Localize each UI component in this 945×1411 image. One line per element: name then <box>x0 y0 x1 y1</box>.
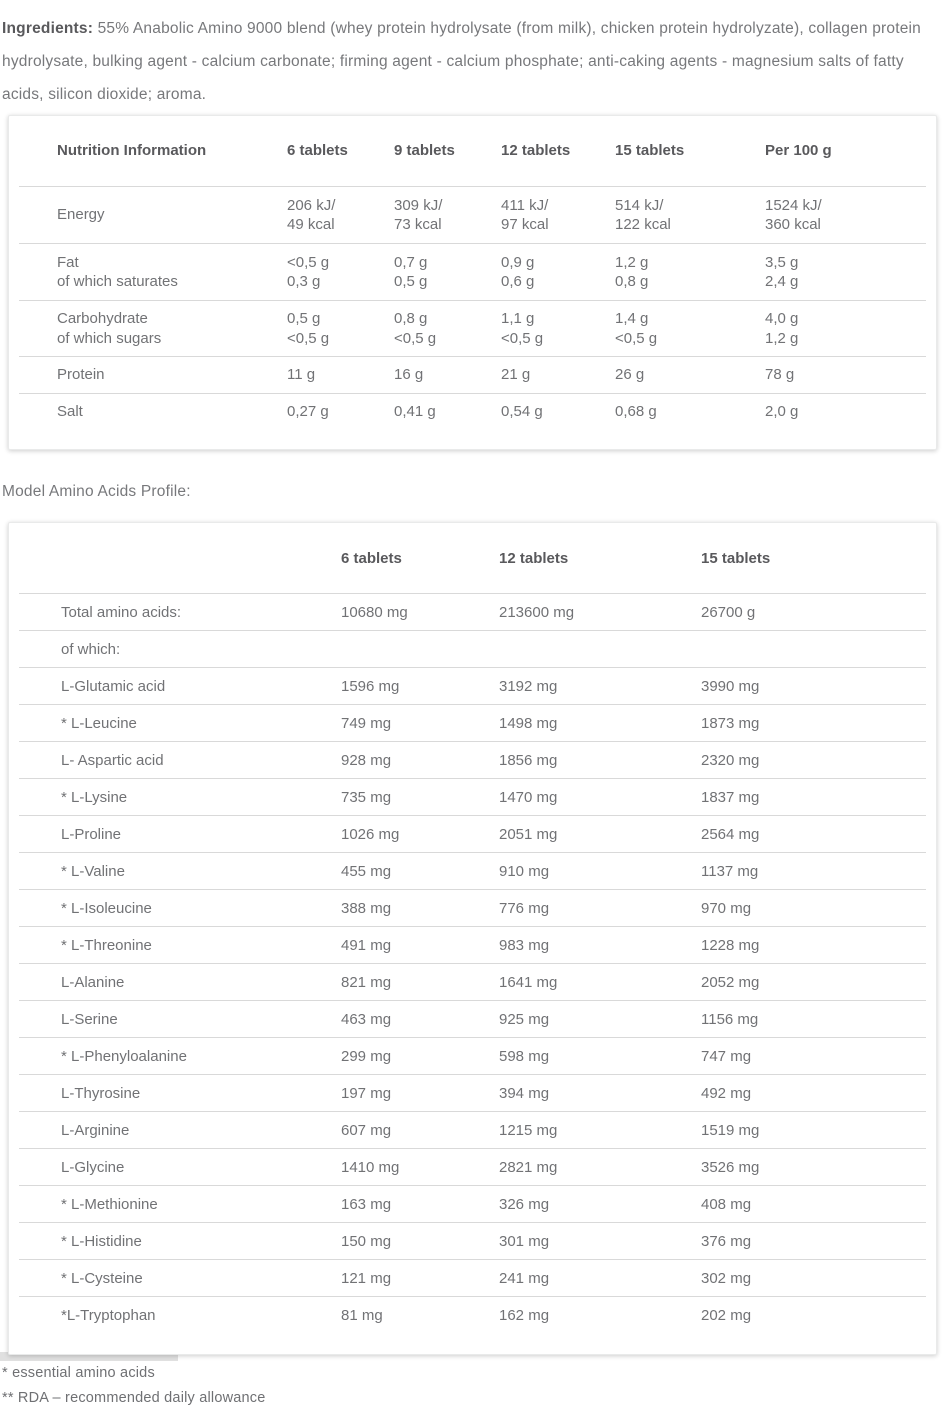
value-cell-line: 1498 mg <box>499 714 558 732</box>
value-cell <box>501 365 615 385</box>
value-cell <box>499 1011 701 1028</box>
value-cell-line: 1519 mg <box>701 1121 760 1139</box>
value-cell <box>499 1122 701 1139</box>
value-cell <box>701 678 936 695</box>
value-cell-line: 73 kcal <box>394 216 442 233</box>
table-row <box>9 394 936 430</box>
value-cell-line: 970 mg <box>701 899 752 917</box>
value-cell-line: 326 mg <box>499 1195 550 1213</box>
row-label-line: of which: <box>61 640 121 658</box>
value-cell-line: 16 g <box>394 366 424 384</box>
footnote-rda: ** RDA – recommended daily allowance <box>2 1390 266 1406</box>
value-cell <box>341 900 499 917</box>
row-label <box>61 789 341 806</box>
table-row <box>9 1075 936 1111</box>
value-cell-line: 0,54 g <box>501 403 543 421</box>
value-cell <box>615 253 765 292</box>
value-cell <box>287 309 394 348</box>
value-cell <box>499 826 701 843</box>
table-row <box>9 301 936 356</box>
value-cell-line: 121 mg <box>341 1269 392 1287</box>
footnote-essential: * essential amino acids <box>2 1365 155 1381</box>
ingredients-text: 55% Anabolic Amino 9000 blend (whey protein hydrolysate (from milk), chicken protein hydrolyzate), collagen protein hydrolysate, bulking agent - calcium carbonate; firming agent - calcium phosphate; anti-caking agents - magnesium salts of fatty acids, silicon dioxide; aroma. <box>2 19 922 103</box>
value-cell <box>499 789 701 806</box>
table-row <box>9 964 936 1000</box>
table-row <box>9 742 936 778</box>
value-cell <box>341 1085 499 1102</box>
row-label-line: * L-Leucine <box>61 714 137 732</box>
value-cell-line: 1524 kJ/ <box>765 196 822 214</box>
table-row <box>9 1112 936 1148</box>
table-row <box>9 1001 936 1037</box>
row-label <box>61 826 341 843</box>
table-row <box>9 631 936 667</box>
value-cell-line: 411 kJ/ <box>501 196 549 214</box>
value-cell-line: 1641 mg <box>499 973 558 991</box>
column-header <box>394 142 501 160</box>
value-cell-line: 1410 mg <box>341 1158 400 1176</box>
column-header-line: 12 tablets <box>499 549 569 567</box>
value-cell-line: 0,41 g <box>394 403 436 421</box>
table-row <box>9 357 936 393</box>
value-cell <box>701 1196 936 1213</box>
row-label-line: * L-Threonine <box>61 936 152 954</box>
column-header <box>501 142 615 160</box>
row-label-line: * L-Phenyloalanine <box>61 1047 187 1065</box>
value-cell-line: 388 mg <box>341 899 392 917</box>
row-label-line: L-Glycine <box>61 1158 125 1176</box>
value-cell-line: 463 mg <box>341 1010 392 1028</box>
row-label-line: L-Alanine <box>61 973 125 991</box>
value-cell-line: 4,0 g <box>765 310 799 327</box>
amino-profile-title: Model Amino Acids Profile: <box>2 483 191 500</box>
value-cell-line: 3526 mg <box>701 1158 760 1176</box>
value-cell <box>701 789 936 806</box>
value-cell <box>765 365 936 385</box>
row-label <box>61 1233 341 1250</box>
value-cell <box>499 1270 701 1287</box>
value-cell <box>501 253 615 292</box>
value-cell-line: 309 kJ/ <box>394 196 443 214</box>
value-cell <box>341 937 499 954</box>
value-cell <box>341 604 499 621</box>
value-cell-line: 2,4 g <box>765 273 799 290</box>
value-cell <box>394 196 501 235</box>
row-label-line: Protein <box>57 366 105 384</box>
value-cell <box>394 365 501 385</box>
value-cell-line: 1873 mg <box>701 714 760 732</box>
value-cell-line: 301 mg <box>499 1232 550 1250</box>
table-row <box>9 816 936 852</box>
row-label <box>57 205 287 225</box>
column-header-line: 6 tablets <box>287 142 348 159</box>
table-row <box>9 1186 936 1222</box>
row-label <box>61 1048 341 1065</box>
row-label-line: * L-Lysine <box>61 788 128 806</box>
value-cell <box>499 715 701 732</box>
value-cell-line: 49 kcal <box>287 216 335 233</box>
row-label <box>61 900 341 917</box>
value-cell-line: 394 mg <box>499 1084 550 1102</box>
amino-acids-profile-table <box>8 522 937 1355</box>
value-cell <box>701 863 936 880</box>
value-cell <box>499 1159 701 1176</box>
table-row <box>9 1297 936 1333</box>
row-label-line: * L-Histidine <box>61 1232 142 1250</box>
value-cell-line: 122 kcal <box>615 216 671 233</box>
value-cell-line: <0,5 g <box>287 253 330 271</box>
value-cell <box>765 402 936 422</box>
row-label-line: L- Aspartic acid <box>61 751 164 769</box>
column-header-line: Nutrition Information <box>57 142 207 159</box>
row-label <box>61 752 341 769</box>
value-cell <box>765 309 936 348</box>
row-label-line: Energy <box>57 206 105 224</box>
value-cell-line: 910 mg <box>499 862 550 880</box>
value-cell <box>499 1196 701 1213</box>
row-label-line: * L-Methionine <box>61 1195 158 1213</box>
value-cell <box>501 309 615 348</box>
value-cell-line: 0,8 g <box>615 273 649 290</box>
value-cell <box>501 402 615 422</box>
value-cell-line: 492 mg <box>701 1084 752 1102</box>
table-row <box>9 1149 936 1185</box>
amino-header-row <box>9 523 936 593</box>
value-cell-line: 491 mg <box>341 936 392 954</box>
value-cell-line: 1228 mg <box>701 936 760 954</box>
value-cell <box>701 1048 936 1065</box>
value-cell-line: 10680 mg <box>341 603 408 621</box>
value-cell <box>499 1307 701 1324</box>
column-header-line: Per 100 g <box>765 142 832 159</box>
value-cell <box>341 1270 499 1287</box>
value-cell <box>394 402 501 422</box>
value-cell-line: 607 mg <box>341 1121 392 1139</box>
value-cell <box>499 1085 701 1102</box>
value-cell <box>701 937 936 954</box>
table-row <box>9 1038 936 1074</box>
value-cell <box>701 752 936 769</box>
table-row <box>9 244 936 300</box>
value-cell <box>341 1307 499 1324</box>
value-cell-line: 1,4 g <box>615 310 649 327</box>
value-cell <box>341 1122 499 1139</box>
value-cell-line: 735 mg <box>341 788 392 806</box>
value-cell-line: 514 kJ/ <box>615 196 664 214</box>
row-label <box>61 1011 341 1028</box>
value-cell <box>499 1233 701 1250</box>
column-header <box>287 142 394 160</box>
value-cell <box>701 1270 936 1287</box>
row-label-line: * L-Valine <box>61 862 125 880</box>
column-header <box>615 142 765 160</box>
value-cell-line: 0,27 g <box>287 403 329 421</box>
value-cell-line: 0,6 g <box>501 273 535 290</box>
value-cell <box>341 974 499 991</box>
row-label-line: L-Glutamic acid <box>61 677 166 695</box>
value-cell <box>341 789 499 806</box>
value-cell <box>394 253 501 292</box>
value-cell <box>701 1085 936 1102</box>
value-cell-line: 0,5 g <box>394 273 428 290</box>
value-cell <box>499 604 701 621</box>
value-cell-line: 0,9 g <box>501 253 535 271</box>
value-cell <box>287 196 394 235</box>
value-cell <box>499 974 701 991</box>
value-cell-line: 197 mg <box>341 1084 392 1102</box>
value-cell-line: <0,5 g <box>615 329 658 347</box>
value-cell <box>701 1011 936 1028</box>
row-label <box>61 1159 341 1176</box>
value-cell-line: 163 mg <box>341 1195 392 1213</box>
column-header <box>57 142 287 160</box>
value-cell-line: 11 g <box>287 366 316 384</box>
value-cell-line: <0,5 g <box>287 329 330 347</box>
value-cell-line: 2320 mg <box>701 751 760 769</box>
table-row <box>9 1223 936 1259</box>
value-cell-line: 3192 mg <box>499 677 558 695</box>
value-cell <box>341 752 499 769</box>
row-label-line: of which sugars <box>57 329 162 347</box>
value-cell-line: 0,5 g <box>287 310 321 327</box>
column-header-line: 9 tablets <box>394 142 455 159</box>
value-cell-line: 455 mg <box>341 862 392 880</box>
value-cell-line: 928 mg <box>341 751 392 769</box>
value-cell-line: 1837 mg <box>701 788 760 806</box>
value-cell-line: 26 g <box>615 366 645 384</box>
value-cell-line: 1,1 g <box>501 310 535 327</box>
value-cell-line: 26700 g <box>701 603 756 621</box>
value-cell <box>287 253 394 292</box>
row-label <box>57 402 287 422</box>
value-cell <box>499 863 701 880</box>
value-cell <box>341 1233 499 1250</box>
table-row <box>9 927 936 963</box>
value-cell-line: <0,5 g <box>501 329 544 347</box>
value-cell-line: 213600 mg <box>499 603 575 621</box>
value-cell <box>701 826 936 843</box>
row-label <box>61 1270 341 1287</box>
value-cell <box>615 309 765 348</box>
row-label <box>57 365 287 385</box>
value-cell <box>499 752 701 769</box>
table-row <box>9 1260 936 1296</box>
value-cell-line: 925 mg <box>499 1010 550 1028</box>
value-cell <box>701 900 936 917</box>
column-header-line: 6 tablets <box>341 549 402 567</box>
value-cell-line: 2052 mg <box>701 973 760 991</box>
value-cell-line: 78 g <box>765 366 795 384</box>
value-cell <box>341 826 499 843</box>
value-cell-line: 1,2 g <box>615 253 649 271</box>
value-cell-line: 299 mg <box>341 1047 392 1065</box>
row-label-line: L-Thyrosine <box>61 1084 141 1102</box>
table-row <box>9 890 936 926</box>
nutrition-header-row <box>9 116 936 186</box>
row-label-line: L-Serine <box>61 1010 118 1028</box>
table-row <box>9 594 936 630</box>
row-label <box>61 1307 341 1324</box>
value-cell <box>615 365 765 385</box>
ingredients-paragraph <box>2 12 942 111</box>
value-cell <box>341 715 499 732</box>
value-cell <box>765 196 936 235</box>
value-cell <box>287 402 394 422</box>
table-row <box>9 668 936 704</box>
row-label <box>61 641 341 658</box>
value-cell <box>701 604 936 621</box>
row-label <box>61 604 341 621</box>
row-label <box>61 863 341 880</box>
value-cell-line: 3,5 g <box>765 253 799 271</box>
value-cell-line: 776 mg <box>499 899 550 917</box>
row-label-line: L-Arginine <box>61 1121 130 1139</box>
column-header <box>341 550 499 567</box>
row-label <box>57 253 287 292</box>
value-cell <box>341 1196 499 1213</box>
column-header-line: 15 tablets <box>701 549 771 567</box>
value-cell-line: 206 kJ/ <box>287 196 336 214</box>
nutrition-information-table <box>8 115 937 450</box>
value-cell <box>701 1233 936 1250</box>
value-cell-line: 1856 mg <box>499 751 558 769</box>
value-cell-line: 162 mg <box>499 1306 550 1324</box>
value-cell-line: 150 mg <box>341 1232 392 1250</box>
value-cell-line: 2051 mg <box>499 825 558 843</box>
row-label-line: of which saturates <box>57 273 178 290</box>
row-label-line: * L-Cysteine <box>61 1269 143 1287</box>
value-cell-line: 1026 mg <box>341 825 400 843</box>
value-cell <box>499 1048 701 1065</box>
row-label <box>61 1085 341 1102</box>
value-cell-line: 376 mg <box>701 1232 752 1250</box>
table-row <box>9 187 936 243</box>
row-label-line: * L-Isoleucine <box>61 899 152 917</box>
value-cell <box>615 196 765 235</box>
value-cell-line: 408 mg <box>701 1195 752 1213</box>
row-label <box>57 309 287 348</box>
row-label <box>61 715 341 732</box>
value-cell-line: 3990 mg <box>701 677 760 695</box>
row-label <box>61 678 341 695</box>
value-cell <box>615 402 765 422</box>
value-cell-line: 2,0 g <box>765 403 799 421</box>
value-cell <box>341 1159 499 1176</box>
value-cell <box>701 974 936 991</box>
value-cell-line: 1470 mg <box>499 788 558 806</box>
value-cell-line: 0,3 g <box>287 273 321 290</box>
value-cell <box>701 1122 936 1139</box>
value-cell <box>341 863 499 880</box>
column-header-line: 12 tablets <box>501 142 571 159</box>
row-label-line: Carbohydrate <box>57 310 148 327</box>
value-cell <box>765 253 936 292</box>
value-cell <box>394 309 501 348</box>
value-cell <box>701 1307 936 1324</box>
value-cell-line: 1156 mg <box>701 1010 759 1028</box>
column-header <box>701 550 936 567</box>
value-cell-line: 821 mg <box>341 973 392 991</box>
value-cell <box>341 1011 499 1028</box>
value-cell-line: 21 g <box>501 366 531 384</box>
row-label <box>61 937 341 954</box>
value-cell-line: 598 mg <box>499 1047 550 1065</box>
value-cell-line: 1215 mg <box>499 1121 558 1139</box>
ingredients-label: Ingredients: <box>2 19 94 37</box>
value-cell-line: 0,8 g <box>394 310 428 327</box>
row-label-line: L-Proline <box>61 825 122 843</box>
value-cell-line: 360 kcal <box>765 216 821 233</box>
table-row <box>9 705 936 741</box>
column-header <box>765 142 936 160</box>
value-cell-line: 81 mg <box>341 1306 383 1324</box>
value-cell-line: 0,7 g <box>394 253 428 271</box>
value-cell <box>341 678 499 695</box>
column-header-line: 15 tablets <box>615 142 685 159</box>
value-cell-line: 1137 mg <box>701 862 759 880</box>
value-cell <box>701 1159 936 1176</box>
value-cell <box>701 715 936 732</box>
value-cell-line: 241 mg <box>499 1269 550 1287</box>
value-cell-line: 1,2 g <box>765 329 799 347</box>
value-cell <box>499 937 701 954</box>
value-cell-line: <0,5 g <box>394 329 437 347</box>
row-label <box>61 1122 341 1139</box>
value-cell-line: 2564 mg <box>701 825 760 843</box>
table-row <box>9 779 936 815</box>
value-cell <box>287 365 394 385</box>
value-cell-line: 983 mg <box>499 936 550 954</box>
value-cell-line: 747 mg <box>701 1047 752 1065</box>
row-label-line: *L-Tryptophan <box>61 1306 156 1324</box>
row-label <box>61 974 341 991</box>
value-cell-line: 302 mg <box>701 1269 752 1287</box>
row-label <box>61 1196 341 1213</box>
value-cell <box>499 678 701 695</box>
value-cell <box>501 196 615 235</box>
value-cell <box>499 900 701 917</box>
value-cell-line: 2821 mg <box>499 1158 558 1176</box>
column-header <box>499 550 701 567</box>
value-cell-line: 0,68 g <box>615 403 657 421</box>
row-label-line: Salt <box>57 403 83 421</box>
value-cell-line: 749 mg <box>341 714 392 732</box>
value-cell-line: 1596 mg <box>341 677 400 695</box>
value-cell-line: 202 mg <box>701 1306 752 1324</box>
row-label-line: Fat <box>57 253 79 271</box>
row-label-line: Total amino acids: <box>61 603 182 621</box>
value-cell <box>341 1048 499 1065</box>
value-cell-line: 97 kcal <box>501 216 549 233</box>
table-row <box>9 853 936 889</box>
